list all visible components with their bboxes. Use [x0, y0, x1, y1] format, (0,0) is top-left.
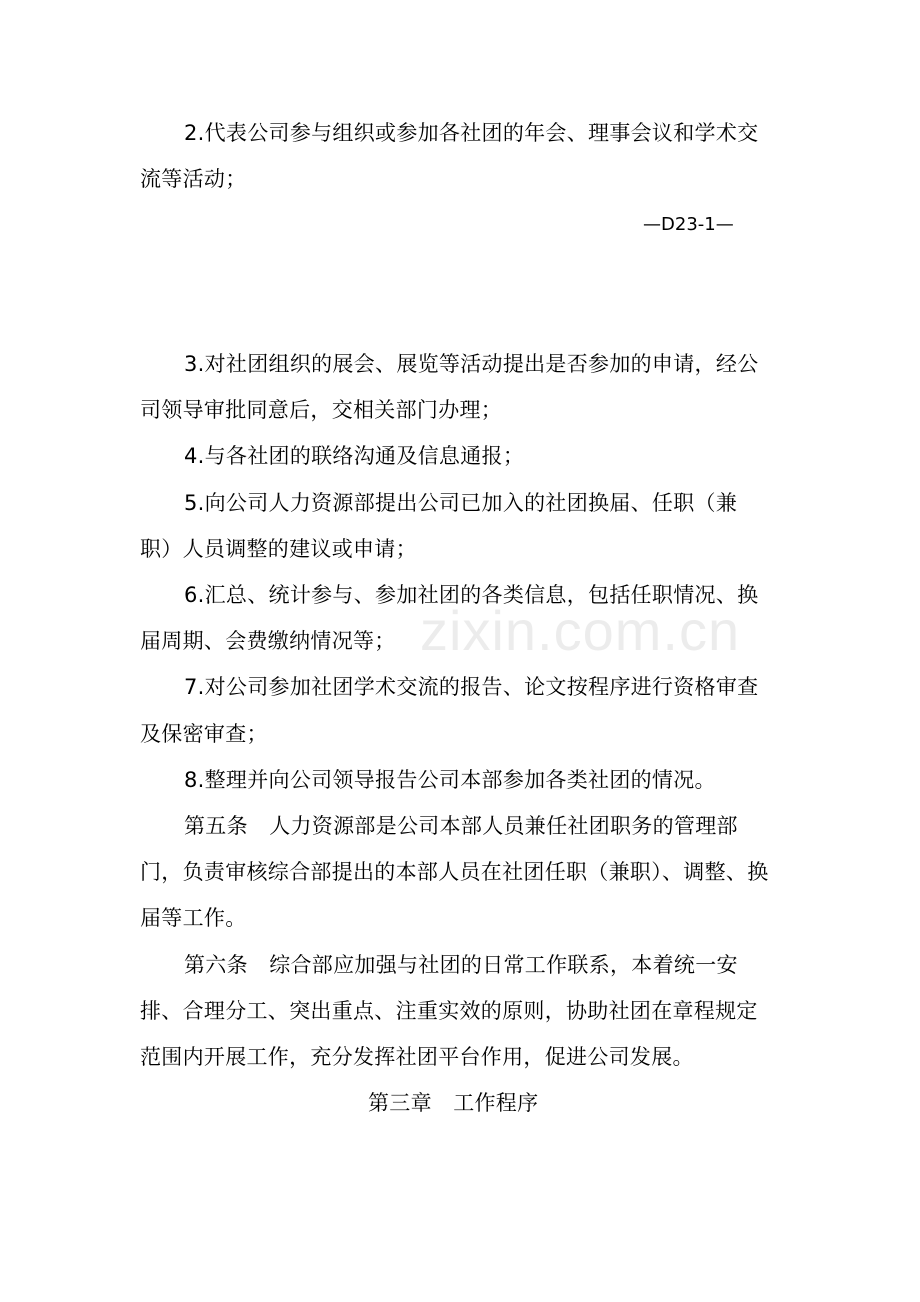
text-line: 5.向公司人力资源部提出公司已加入的社团换届、任职（兼 [184, 491, 738, 515]
text-line: 流等活动； [140, 167, 247, 191]
text-line: 及保密审查； [140, 722, 268, 746]
text-line: 第六条 综合部应加强与社团的日常工作联系，本着统一安 [184, 953, 738, 977]
text-line: 届等工作。 [140, 906, 247, 930]
text-line: 届周期、会费缴纳情况等； [140, 629, 396, 653]
text-line: 4.与各社团的联络沟通及信息通报； [184, 444, 525, 468]
text-line: 范围内开展工作，充分发挥社团平台作用，促进公司发展。 [140, 1045, 694, 1069]
text-line: 职）人员调整的建议或申请； [140, 537, 417, 561]
text-line: 8.整理并向公司领导报告公司本部参加各类社团的情况。 [184, 768, 716, 792]
watermark: zixin.com.cn [420, 599, 741, 662]
chapter-heading: 第三章 工作程序 [368, 1091, 539, 1115]
text-line: 6.汇总、统计参与、参加社团的各类信息，包括任职情况、换 [184, 583, 759, 607]
text-line: 7.对公司参加社团学术交流的报告、论文按程序进行资格审查 [184, 675, 759, 699]
text-line: 排、合理分工、突出重点、注重实效的原则，协助社团在章程规定 [140, 999, 758, 1023]
text-line: 第五条 人力资源部是公司本部人员兼任社团职务的管理部 [184, 814, 738, 838]
text-line: 2.代表公司参与组织或参加各社团的年会、理事会议和学术交 [184, 121, 759, 145]
text-line: 门，负责审核综合部提出的本部人员在社团任职（兼职）、调整、换 [140, 860, 769, 884]
page-number: —D23-1— [643, 214, 734, 235]
text-line: 司领导审批同意后，交相关部门办理； [140, 398, 503, 422]
text-line: 3.对社团组织的展会、展览等活动提出是否参加的申请，经公 [184, 352, 759, 376]
